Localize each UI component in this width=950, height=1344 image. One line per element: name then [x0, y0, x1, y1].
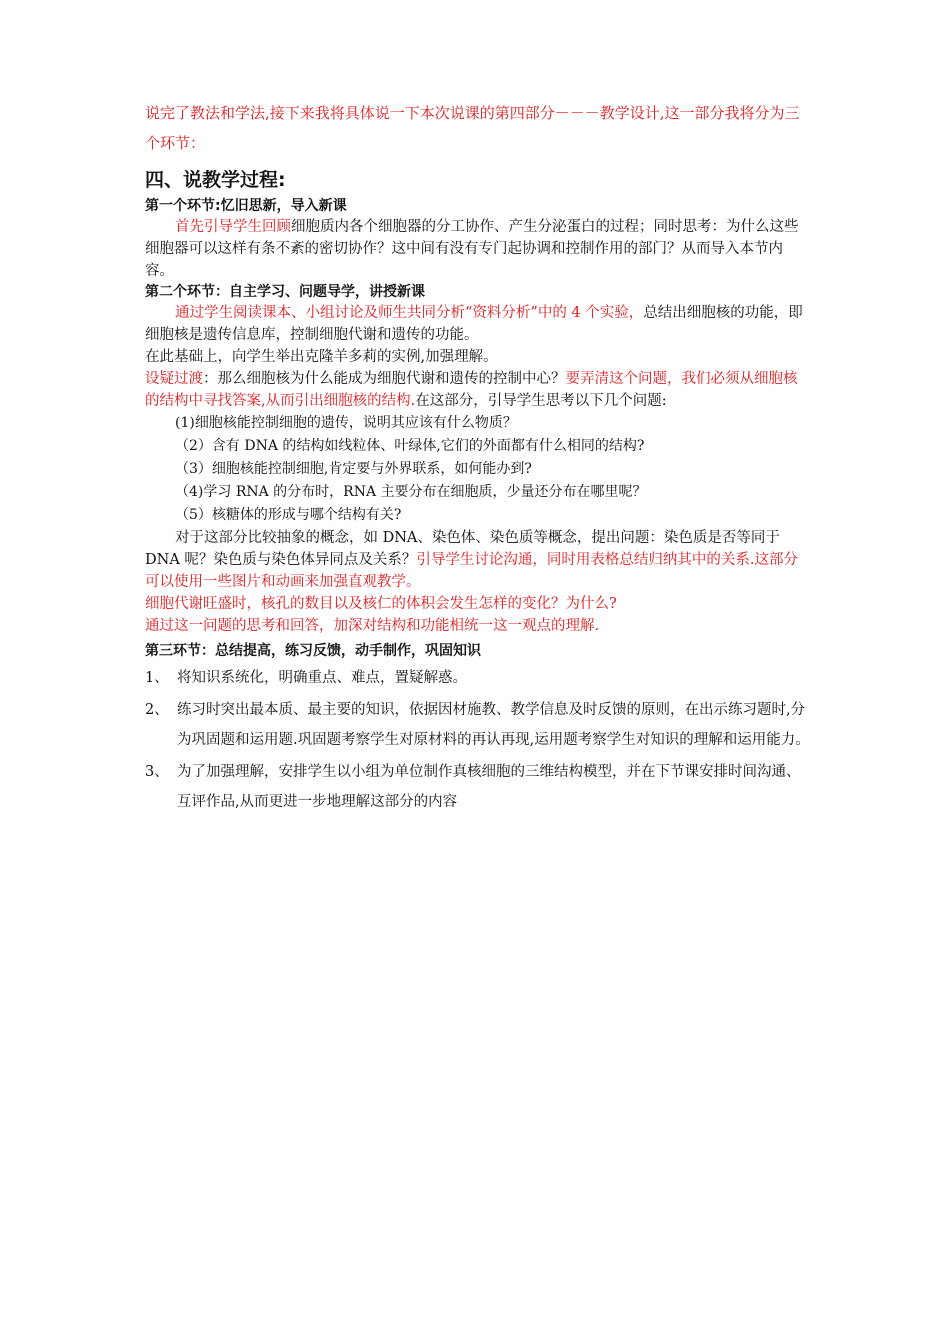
- stage2-text: 总结出细胞核的功能，即细胞核是遗传信息库，控制细胞代谢和遗传的功能。: [145, 305, 803, 343]
- question-red-paragraph: 细胞代谢旺盛时，核孔的数目以及核仁的体积会发生怎样的变化？为什么?: [145, 596, 617, 612]
- list-item-number: 1、: [145, 670, 169, 686]
- stage1-title: 第一个环节:忆旧思新，导入新课: [145, 198, 347, 214]
- page-content: [145, 98, 810, 819]
- concept-red-text: 引导学生讨论沟通，同时用表格总结归纳其中的关系.这部分可以使用一些图片和动画来加强直观教学。: [145, 552, 799, 590]
- list-item-text: 为了加强理解，安排学生以小组为单位制作真核细胞的三维结构模型，并在下节课安排时间沟通、互评作品,从而更进一步地理解这部分的内容: [177, 764, 801, 810]
- stage3-title: 第三环节：总结提高，练习反馈，动手制作，巩固知识: [145, 643, 481, 659]
- list-item-number: 2、: [145, 702, 169, 718]
- stage2-red-lead: 通过学生阅读课本、小组讨论及师生共同分析“资料分析”中的 4 个实验，: [175, 305, 644, 321]
- concept-black-text: 对于这部分比较抽象的概念，如 DNA、染色体、染色质等概念，提出问题：染色质是否等同于 DNA 呢？染色质与染色体异同点及关系？: [145, 530, 780, 568]
- stage1-paragraph: [145, 216, 810, 282]
- transition-black-2: 在这部分，引导学生思考以下几个问题:: [415, 393, 667, 409]
- concept-paragraph: [145, 527, 810, 593]
- stage2-transition: [145, 368, 810, 412]
- list-item-text: 练习时突出最本质、最主要的知识，依据因材施教、教学信息及时反馈的原则，在出示练习题时,分为巩固题和运用题.巩固题考察学生对原材料的再认再现,运用题考察学生对知识的理解和运用能力。: [177, 702, 810, 748]
- stage1-text: 细胞质内各个细胞器的分工协作、产生分泌蛋白的过程；同时思考：为什么这些细胞器可以这样有条不紊的密切协作？这中间有没有专门起协调和控制作用的部门？从而导入本节内容。: [145, 219, 799, 279]
- stage2-paragraph-2: 在此基础上，向学生举出克隆羊多莉的实例,加强理解。: [145, 349, 498, 365]
- stage1-red-lead: 首先引导学生回顾: [175, 219, 291, 235]
- transition-red-2: 要弄清这个问题，我们必须从细胞核的结构中寻找答案,从而引出细胞核的结构.: [145, 371, 798, 409]
- intro-paragraph: 说完了教法和学法,接下来我将具体说一下本次说课的第四部分－－－教学设计,这一部分我将分为三个环节：: [145, 104, 800, 152]
- list-item-text: 将知识系统化，明确重点、难点，置疑解惑。: [177, 670, 467, 686]
- question-item: （5）核糖体的形成与哪个结构有关?: [175, 507, 402, 523]
- conclusion-red-paragraph: 通过这一问题的思考和回答，加深对结构和功能相统一这一观点的理解.: [145, 618, 600, 634]
- stage3-list: [145, 663, 810, 817]
- question-item: （3）细胞核能控制细胞,肯定要与外界联系，如何能办到?: [175, 461, 532, 477]
- question-item: （2）含有 DNA 的结构如线粒体、叶绿体,它们的外面都有什么相同的结构?: [175, 438, 645, 454]
- list-item: [145, 757, 810, 817]
- list-item: [145, 663, 810, 693]
- stage2-paragraph: [145, 302, 810, 346]
- list-item-number: 3、: [145, 764, 169, 780]
- section-title: 四、说教学过程:: [145, 169, 286, 191]
- question-item: （4)学习 RNA 的分布时，RNA 主要分布在细胞质，少量还分布在哪里呢？: [175, 484, 647, 500]
- transition-black-1: ：那么细胞核为什么能成为细胞代谢和遗传的控制中心？: [203, 371, 566, 387]
- list-item: [145, 695, 810, 755]
- stage2-title: 第二个环节：自主学习、问题导学，讲授新课: [145, 284, 425, 300]
- question-item: (1)细胞核能控制细胞的遗传，说明其应该有什么物质？: [175, 415, 517, 431]
- transition-red-label: 设疑过渡: [145, 371, 203, 387]
